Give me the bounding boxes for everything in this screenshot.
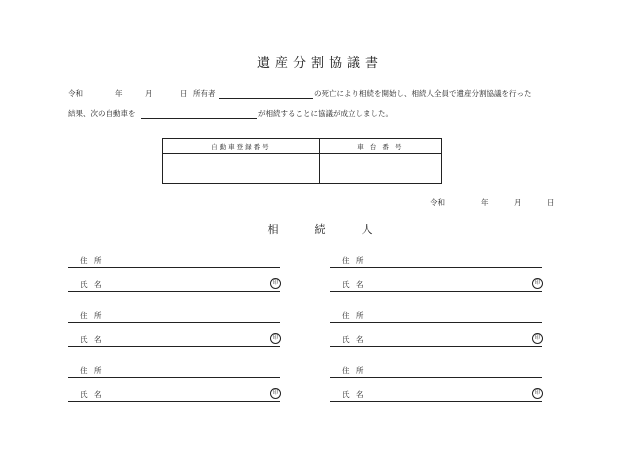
registration-number-cell[interactable] bbox=[163, 154, 320, 184]
date-year-unit: 年 bbox=[481, 198, 489, 207]
date-era: 令和 bbox=[430, 198, 445, 207]
date-day-unit: 日 bbox=[547, 198, 555, 207]
seal-icon: 印 bbox=[532, 278, 543, 289]
address-field[interactable] bbox=[330, 363, 542, 378]
intro-owner-label: 所有者 bbox=[193, 89, 216, 98]
name-label: 氏 名 bbox=[342, 280, 364, 289]
seal-icon: 印 bbox=[532, 388, 543, 399]
seal-icon: 印 bbox=[270, 278, 281, 289]
address-label: 住 所 bbox=[80, 311, 102, 320]
address-label: 住 所 bbox=[342, 256, 364, 265]
intro-text-1: の死亡により相続を開始し、相続人全員で遺産分割協議を行った bbox=[314, 89, 532, 98]
address-label: 住 所 bbox=[342, 311, 364, 320]
name-field[interactable] bbox=[68, 387, 280, 402]
document-title: 遺産分割協議書 bbox=[256, 56, 383, 71]
table-header-registration-number: 自動車登録番号 bbox=[163, 139, 320, 154]
vehicle-field[interactable] bbox=[141, 118, 257, 119]
name-field[interactable] bbox=[330, 387, 542, 402]
table-header-chassis-number: 車 台 番 号 bbox=[319, 139, 441, 154]
address-field[interactable] bbox=[330, 253, 542, 268]
name-label: 氏 名 bbox=[342, 390, 364, 399]
registration-table bbox=[162, 138, 442, 184]
intro-era: 令和 bbox=[68, 89, 83, 98]
name-field[interactable] bbox=[330, 332, 542, 347]
date-month-unit: 月 bbox=[514, 198, 522, 207]
name-field[interactable] bbox=[68, 277, 280, 292]
heirs-title bbox=[0, 221, 640, 237]
seal-icon: 印 bbox=[270, 333, 281, 344]
heirs-title-char: 相 bbox=[267, 223, 279, 236]
seal-icon: 印 bbox=[270, 388, 281, 399]
address-field[interactable] bbox=[330, 308, 542, 323]
address-field[interactable] bbox=[68, 363, 280, 378]
name-label: 氏 名 bbox=[80, 390, 102, 399]
intro-year-unit: 年 bbox=[115, 89, 123, 98]
intro-text-2: 結果、次の自動車を bbox=[68, 109, 136, 118]
owner-name-field[interactable] bbox=[219, 98, 313, 99]
heirs-title-char: 人 bbox=[361, 223, 373, 236]
intro-text-3: が相続することに協議が成立しました。 bbox=[258, 109, 393, 118]
address-field[interactable] bbox=[68, 308, 280, 323]
address-label: 住 所 bbox=[80, 366, 102, 375]
seal-icon: 印 bbox=[532, 333, 543, 344]
intro-month-unit: 月 bbox=[145, 89, 153, 98]
name-label: 氏 名 bbox=[80, 280, 102, 289]
chassis-number-cell[interactable] bbox=[319, 154, 441, 184]
address-label: 住 所 bbox=[342, 366, 364, 375]
address-label: 住 所 bbox=[80, 256, 102, 265]
heirs-title-char: 続 bbox=[314, 223, 326, 236]
name-label: 氏 名 bbox=[342, 335, 364, 344]
address-field[interactable] bbox=[68, 253, 280, 268]
name-field[interactable] bbox=[330, 277, 542, 292]
intro-day-unit: 日 bbox=[180, 89, 188, 98]
name-label: 氏 名 bbox=[80, 335, 102, 344]
name-field[interactable] bbox=[68, 332, 280, 347]
